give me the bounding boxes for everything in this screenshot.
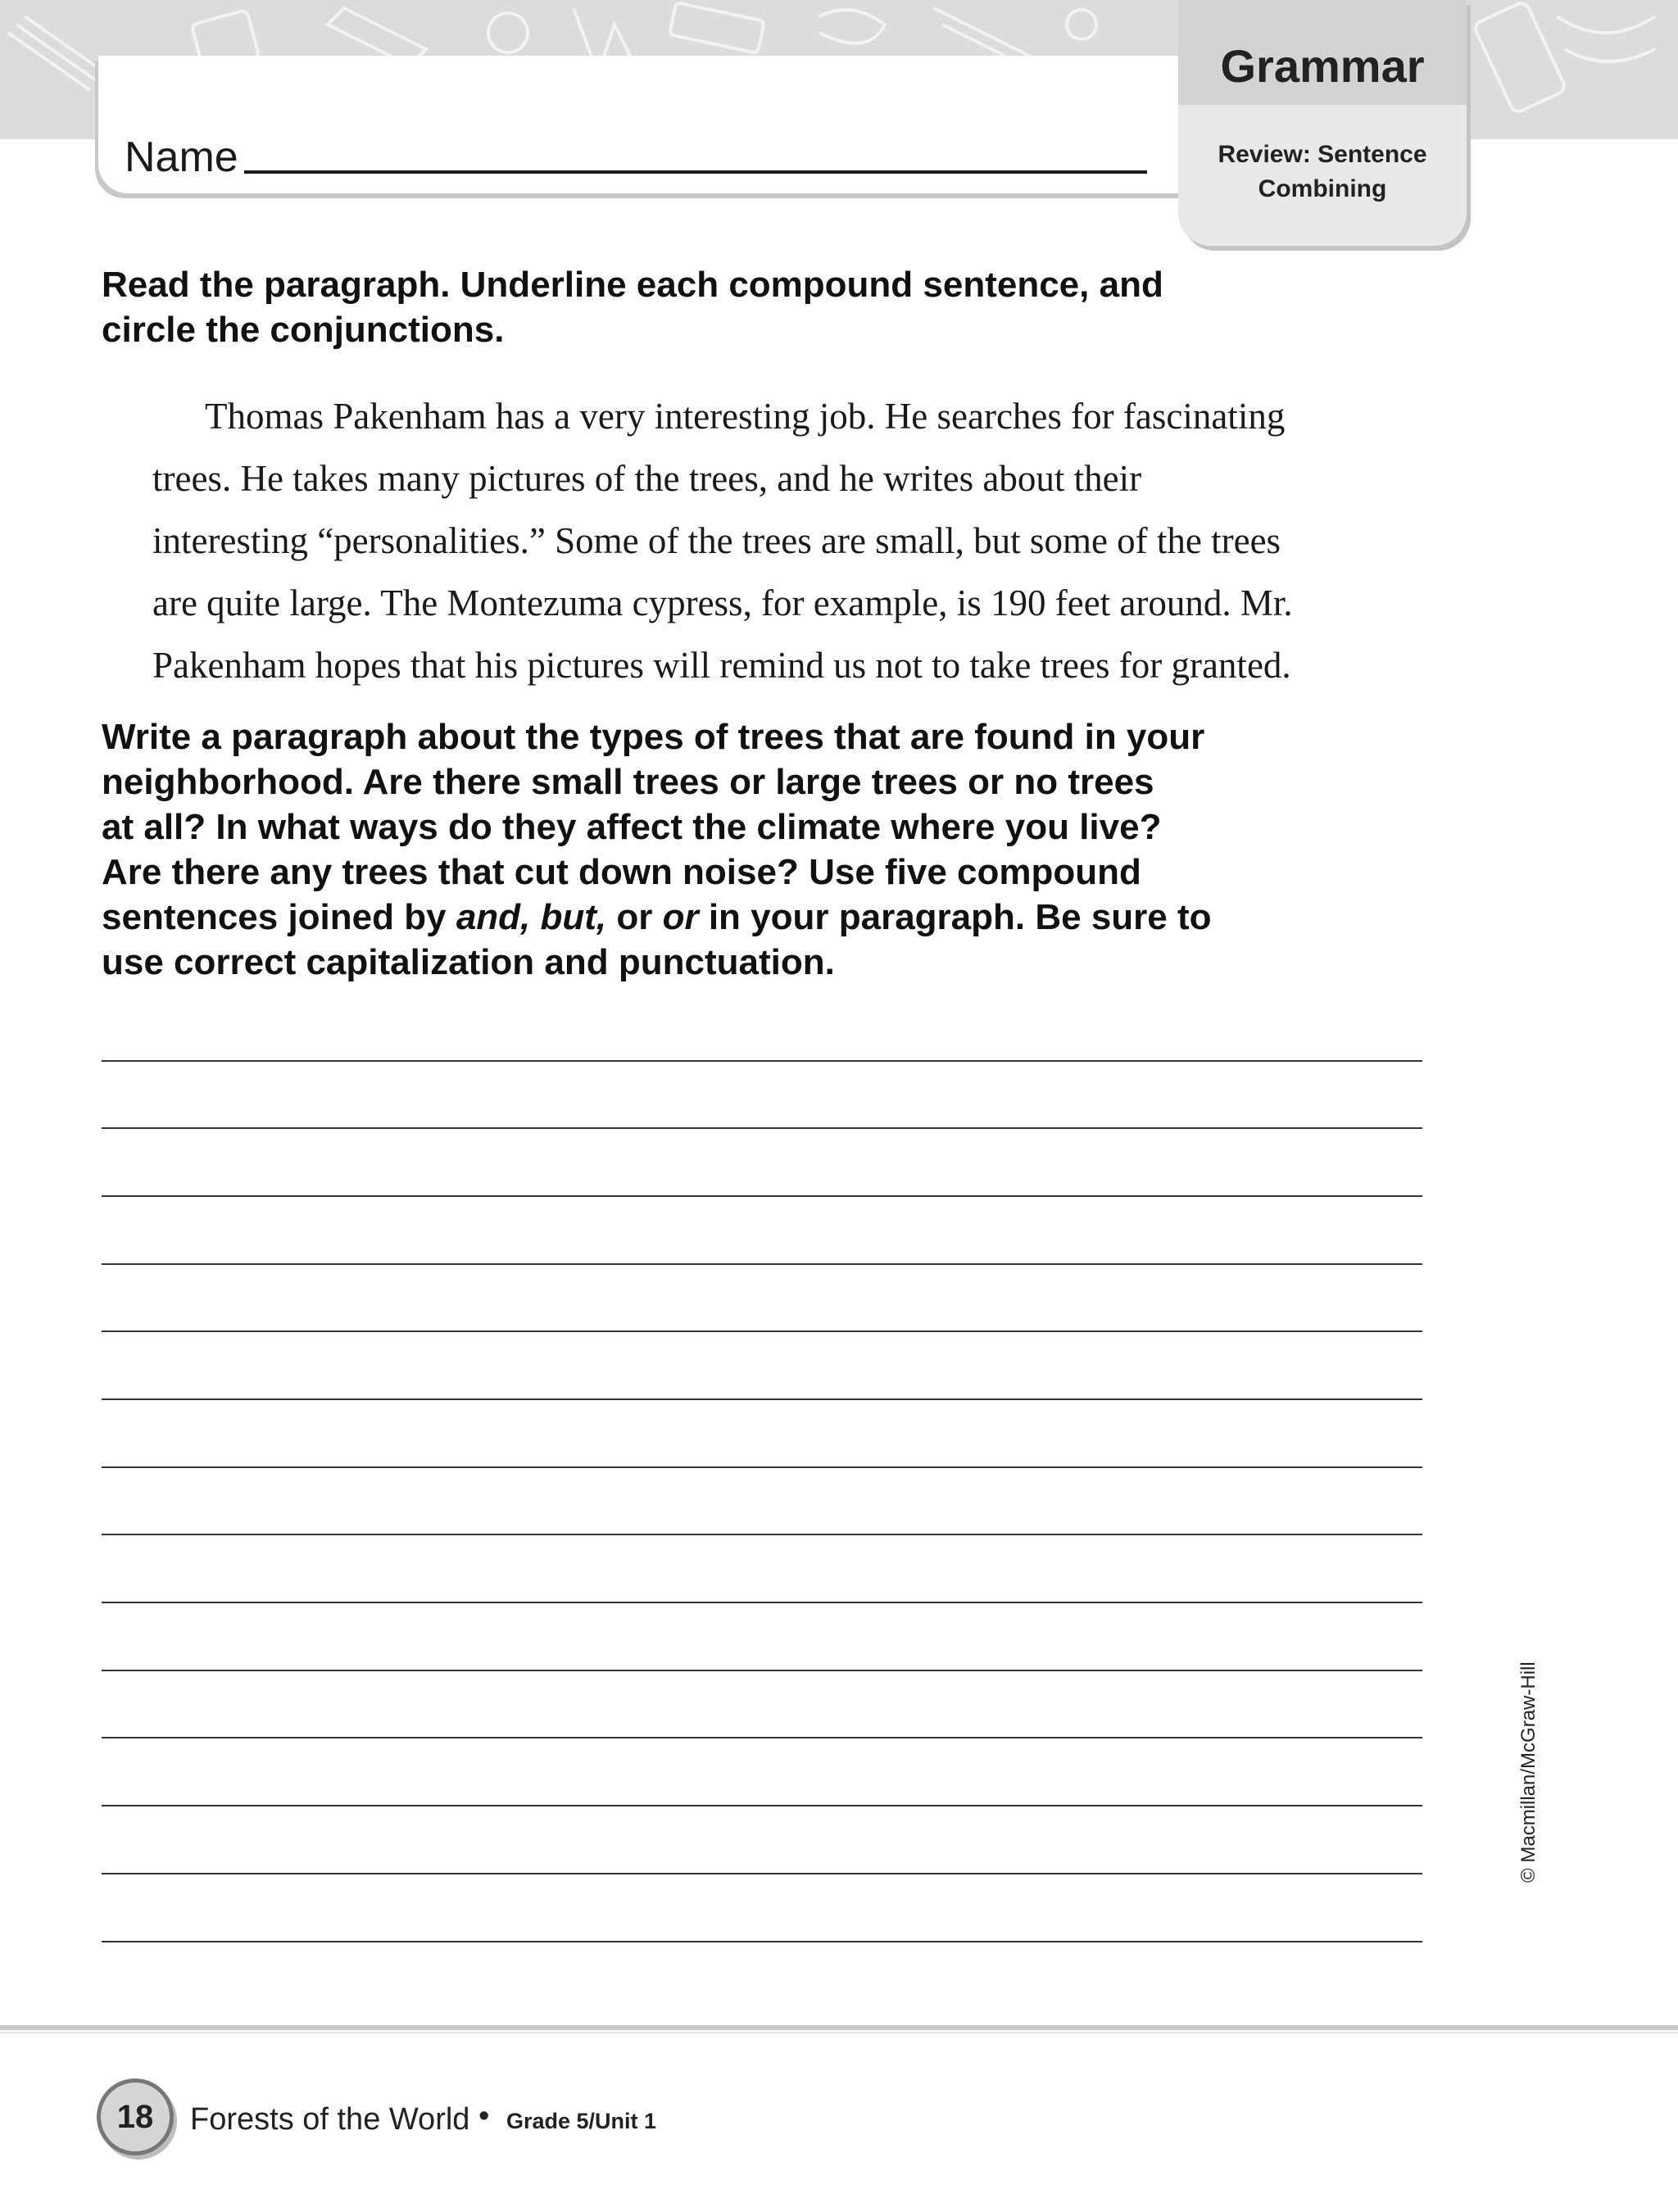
- bullet-icon: •: [478, 2099, 490, 2133]
- instruction-line: Are there any trees that cut down noise? Use five compound: [102, 852, 1141, 892]
- copyright-notice: © Macmillan/McGraw-Hill: [1517, 1661, 1540, 1883]
- writing-line[interactable]: [102, 1330, 1422, 1332]
- footer-divider: [0, 2025, 1678, 2030]
- writing-line[interactable]: [102, 1873, 1422, 1874]
- instruction-line: Read the paragraph. Underline each compound sentence, and: [102, 265, 1163, 305]
- instruction-line: [102, 895, 1298, 940]
- writing-line[interactable]: [102, 1060, 1422, 1062]
- passage-line: Pakenham hopes that his pictures will remind us not to take trees for granted.: [152, 645, 1291, 686]
- passage-line: trees. He takes many pictures of the trees, and he writes about their: [152, 458, 1142, 499]
- instruction-text: sentences joined by: [102, 897, 456, 937]
- page-number-badge: [97, 2078, 174, 2155]
- name-field[interactable]: [244, 170, 1147, 174]
- footer-title: Forests of the World: [190, 2102, 470, 2137]
- writing-line[interactable]: [102, 1805, 1422, 1806]
- tab-title: Grammar: [1220, 40, 1425, 92]
- footer-divider: [0, 2032, 1678, 2033]
- page-number: 18: [116, 2099, 154, 2135]
- passage-line: Thomas Pakenham has a very interesting job. He searches for fascinating: [205, 396, 1286, 437]
- reading-passage: [152, 385, 1381, 696]
- instruction-line: neighborhood. Are there small trees or large trees or no trees: [102, 762, 1154, 802]
- writing-line[interactable]: [102, 1127, 1422, 1129]
- instruction-line: circle the conjunctions.: [102, 310, 505, 350]
- footer-grade: Grade 5/Unit 1: [506, 2109, 657, 2133]
- instructions-write-paragraph: [102, 714, 1298, 985]
- writing-line[interactable]: [102, 1670, 1422, 1671]
- conjunction-but: but,: [540, 897, 607, 937]
- passage-line: are quite large. The Montezuma cypress, for example, is 190 feet around. Mr.: [152, 582, 1293, 623]
- writing-line[interactable]: [102, 1263, 1422, 1265]
- writing-line[interactable]: [102, 1941, 1422, 1942]
- passage-line: interesting “personalities.” Some of the trees are small, but some of the trees: [152, 520, 1281, 561]
- tab-subtitle-line: Combining: [1258, 175, 1387, 202]
- instruction-line: at all? In what ways do they affect the climate where you live?: [102, 807, 1162, 847]
- instructions-read-paragraph: [102, 262, 1298, 352]
- writing-line[interactable]: [102, 1534, 1422, 1535]
- tab-subtitle-line: Review: Sentence: [1218, 141, 1427, 168]
- grammar-tab: [1178, 0, 1467, 246]
- writing-line[interactable]: [102, 1602, 1422, 1603]
- writing-line[interactable]: [102, 1398, 1422, 1400]
- name-label: Name: [125, 134, 238, 181]
- conjunction-and: and,: [456, 897, 531, 937]
- instruction-text: in your paragraph. Be sure to: [698, 897, 1212, 937]
- writing-line[interactable]: [102, 1737, 1422, 1738]
- instruction-line: Write a paragraph about the types of trees that are found in your: [102, 717, 1205, 757]
- instruction-line: use correct capitalization and punctuation.: [102, 942, 835, 982]
- writing-line[interactable]: [102, 1195, 1422, 1197]
- instruction-text: or: [616, 897, 653, 937]
- tab-subtitle: [1178, 138, 1467, 206]
- writing-line[interactable]: [102, 1466, 1422, 1468]
- conjunction-or: or: [662, 897, 699, 937]
